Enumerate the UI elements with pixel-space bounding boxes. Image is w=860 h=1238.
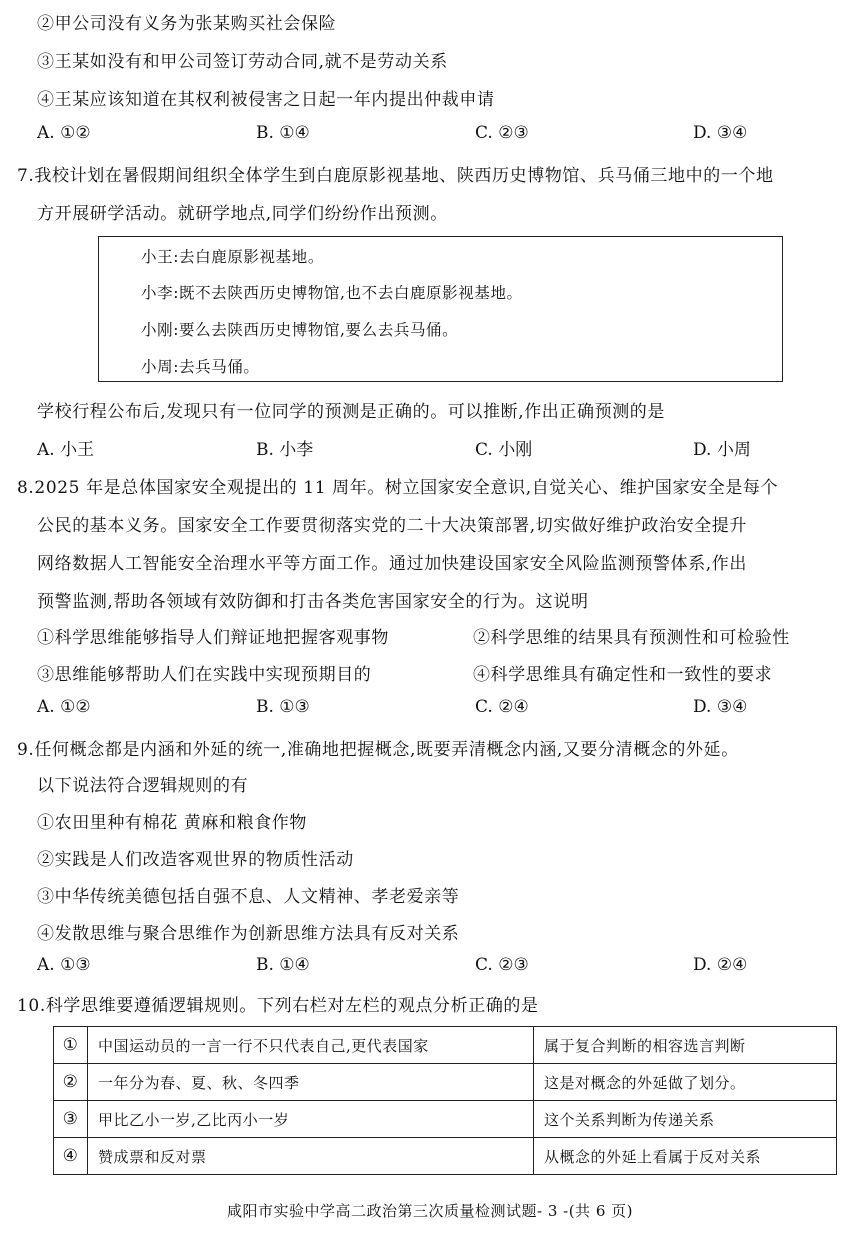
table-row <box>54 1064 837 1101</box>
row-analysis: 属于复合判断的相容选言判断 <box>534 1027 837 1064</box>
q7-option-a: A. 小王 <box>37 440 95 460</box>
q7-prediction-box <box>98 236 783 382</box>
row-statement: 甲比乙小一岁,乙比丙小一岁 <box>88 1101 534 1138</box>
q8-statement-4: ④科学思维具有确定性和一致性的要求 <box>473 665 773 685</box>
row-analysis: 从概念的外延上看属于反对关系 <box>534 1138 837 1175</box>
row-number: ③ <box>54 1101 88 1138</box>
q6-statement-4: ④王某应该知道在其权利被侵害之日起一年内提出仲裁申请 <box>37 90 495 110</box>
q9-option-c: C. ②③ <box>475 955 529 975</box>
q9-statement-2: ②实践是人们改造客观世界的物质性活动 <box>37 850 354 870</box>
q8-option-c: C. ②④ <box>475 697 529 717</box>
row-statement: 中国运动员的一言一行不只代表自己,更代表国家 <box>88 1027 534 1064</box>
q6-statement-3: ③王某如没有和甲公司签订劳动合同,就不是劳动关系 <box>37 52 448 72</box>
q8-stem-line-4: 预警监测,帮助各领域有效防御和打击各类危害国家安全的行为。这说明 <box>37 592 589 612</box>
q7-option-c: C. 小刚 <box>475 440 533 460</box>
q8-statement-3: ③思维能够帮助人们在实践中实现预期目的 <box>37 665 372 685</box>
table-row <box>54 1027 837 1064</box>
q6-option-c: C. ②③ <box>475 123 529 143</box>
q8-stem-line-2: 公民的基本义务。国家安全工作要贯彻落实党的二十大决策部署,切实做好维护政治安全提升 <box>37 516 748 536</box>
q7-option-d: D. 小周 <box>693 440 751 460</box>
q9-statement-4: ④发散思维与聚合思维作为创新思维方法具有反对关系 <box>37 924 460 944</box>
q8-stem-line-1: 8.2025 年是总体国家安全观提出的 11 周年。树立国家安全意识,自觉关心、维护国家安全是每个 <box>17 478 779 498</box>
q10-analysis-table <box>53 1026 837 1175</box>
q8-statement-2: ②科学思维的结果具有预测性和可检验性 <box>473 628 790 648</box>
q9-stem-line-2: 以下说法符合逻辑规则的有 <box>37 776 249 796</box>
q7-prediction-xiaoli: 小李:既不去陕西历史博物馆,也不去白鹿原影视基地。 <box>141 284 523 302</box>
row-statement: 赞成票和反对票 <box>88 1138 534 1175</box>
q8-stem-line-3: 网络数据人工智能安全治理水平等方面工作。通过加快建设国家安全风险监测预警体系,作出 <box>37 554 748 574</box>
q10-stem-line-1: 10.科学思维要遵循逻辑规则。下列右栏对左栏的观点分析正确的是 <box>17 996 539 1016</box>
table-row <box>54 1101 837 1138</box>
q9-statement-1: ①农田里种有棉花 黄麻和粮食作物 <box>37 813 308 833</box>
row-number: ④ <box>54 1138 88 1175</box>
q6-option-a: A. ①② <box>37 123 91 143</box>
row-analysis: 这个关系判断为传递关系 <box>534 1101 837 1138</box>
q6-option-d: D. ③④ <box>693 123 748 143</box>
q6-statement-2: ②甲公司没有义务为张某购买社会保险 <box>37 14 337 34</box>
q6-option-b: B. ①④ <box>256 123 310 143</box>
row-number: ② <box>54 1064 88 1101</box>
q7-stem-line-1: 7.我校计划在暑假期间组织全体学生到白鹿原影视基地、陕西历史博物馆、兵马俑三地中的一个地 <box>17 166 774 186</box>
table-row <box>54 1138 837 1175</box>
q7-prediction-xiaowang: 小王:去白鹿原影视基地。 <box>141 248 324 266</box>
q7-stem-line-3: 学校行程公布后,发现只有一位同学的预测是正确的。可以推断,作出正确预测的是 <box>37 402 666 422</box>
q9-option-b: B. ①④ <box>256 955 310 975</box>
q8-option-a: A. ①② <box>37 697 91 717</box>
q9-statement-3: ③中华传统美德包括自强不息、人文精神、孝老爱亲等 <box>37 887 460 907</box>
page-footer: 咸阳市实验中学高二政治第三次质量检测试题- 3 -(共 6 页) <box>226 1202 633 1220</box>
row-statement: 一年分为春、夏、秋、冬四季 <box>88 1064 534 1101</box>
q8-option-b: B. ①③ <box>256 697 310 717</box>
row-analysis: 这是对概念的外延做了划分。 <box>534 1064 837 1101</box>
row-number: ① <box>54 1027 88 1064</box>
q7-prediction-xiaogang: 小刚:要么去陕西历史博物馆,要么去兵马俑。 <box>141 321 459 339</box>
q7-option-b: B. 小李 <box>256 440 314 460</box>
q9-stem-line-1: 9.任何概念都是内涵和外延的统一,准确地把握概念,既要弄清概念内涵,又要分清概念的外延。 <box>17 740 739 760</box>
q7-prediction-xiaozhou: 小周:去兵马俑。 <box>141 358 260 376</box>
q8-statement-1: ①科学思维能够指导人们辩证地把握客观事物 <box>37 628 389 648</box>
q8-option-d: D. ③④ <box>693 697 748 717</box>
q7-stem-line-2: 方开展研学活动。就研学地点,同学们纷纷作出预测。 <box>37 204 448 224</box>
q9-option-d: D. ②④ <box>693 955 748 975</box>
q9-option-a: A. ①③ <box>37 955 91 975</box>
